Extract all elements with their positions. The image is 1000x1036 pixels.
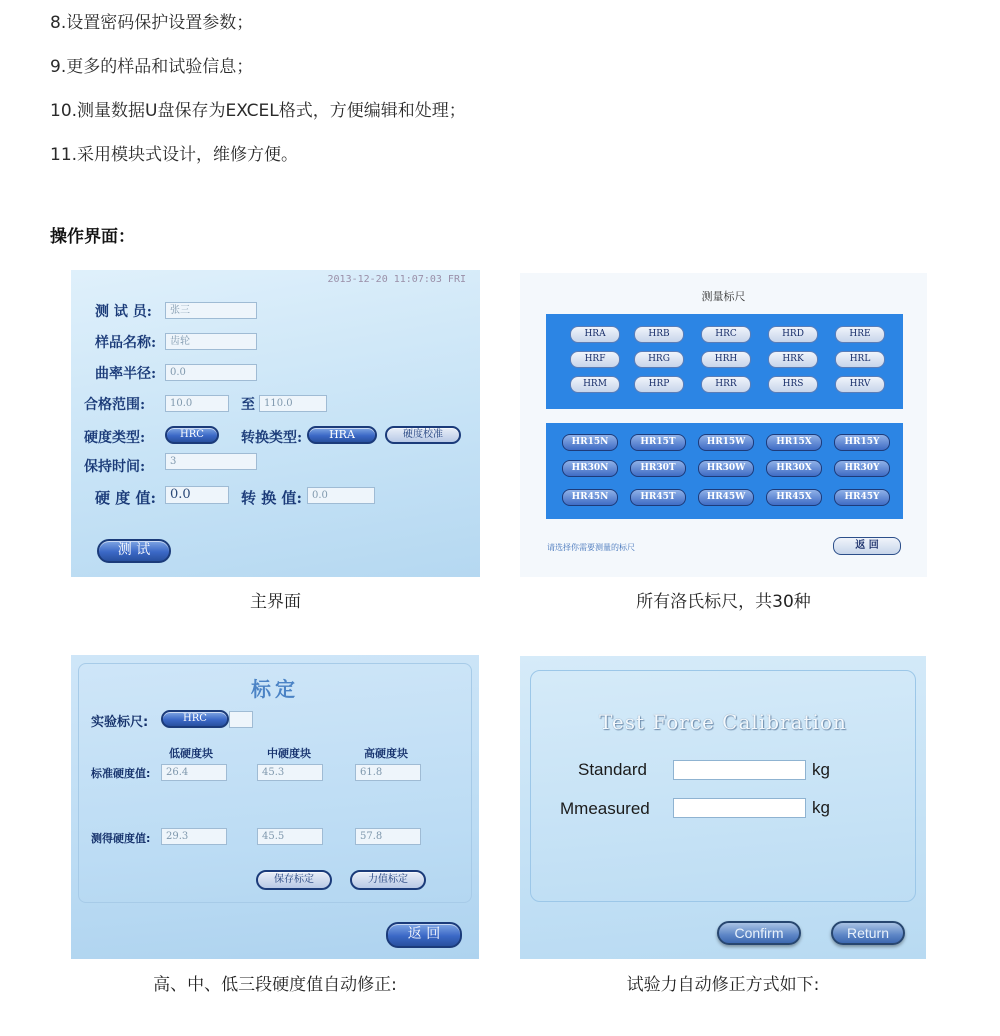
measured-unit-label: kg (812, 798, 830, 817)
scale-hrm-button[interactable]: HRM (570, 376, 620, 393)
scale-hrp-button[interactable]: HRP (634, 376, 684, 393)
feature-line-9: 9.更多的样品和试验信息； (50, 57, 254, 77)
scale-hrg-button[interactable]: HRG (634, 351, 684, 368)
caption-scales: 所有洛氏标尺，共30种 (636, 592, 811, 612)
hold-time-label: 保持时间: (84, 459, 146, 475)
scale-hr45n-button[interactable]: HR45N (562, 489, 618, 506)
scale-hre-button[interactable]: HRE (835, 326, 885, 343)
range-high-field[interactable]: 110.0 (259, 395, 327, 412)
pass-range-label: 合格范围: (84, 397, 146, 413)
caption-main: 主界面 (250, 592, 301, 612)
calibration-screenshot (71, 655, 479, 959)
standard-hardness-label: 标准硬度值: (91, 767, 151, 780)
convert-type-label: 转换类型: (241, 430, 303, 446)
scale-hrl-button[interactable]: HRL (835, 351, 885, 368)
scale-selection-screenshot (520, 273, 927, 577)
hardness-value-field: 0.0 (165, 486, 229, 504)
return-button[interactable]: Return (831, 921, 905, 945)
scale-hr30w-button[interactable]: HR30W (698, 460, 754, 477)
scale-hrc-button[interactable]: HRC (701, 326, 751, 343)
hardness-type-button[interactable]: HRC (165, 426, 219, 444)
scale-hr15w-button[interactable]: HR15W (698, 434, 754, 451)
test-scale-button[interactable]: HRC (161, 710, 229, 728)
main-interface-screenshot (71, 270, 480, 577)
scale-hrb-button[interactable]: HRB (634, 326, 684, 343)
test-button[interactable]: 测 试 (97, 539, 171, 563)
force-title: Test Force Calibration (599, 710, 847, 734)
scale-hrk-button[interactable]: HRK (768, 351, 818, 368)
test-scale-spacer-field (229, 711, 253, 728)
scale-hr30x-button[interactable]: HR30X (766, 460, 822, 477)
scale-hr15t-button[interactable]: HR15T (630, 434, 686, 451)
hardness-value-label: 硬 度 值: (95, 489, 156, 507)
standard-low-field[interactable]: 26.4 (161, 764, 227, 781)
scale-hra-button[interactable]: HRA (570, 326, 620, 343)
measured-hardness-label: 测得硬度值: (91, 832, 151, 845)
force-calibration-button[interactable]: 力值标定 (350, 870, 426, 890)
scale-screen-title: 测量标尺 (701, 290, 746, 303)
measured-force-label: Mmeasured (560, 799, 650, 818)
hold-time-field[interactable]: 3 (165, 453, 257, 470)
convert-type-button[interactable]: HRA (307, 426, 377, 444)
scale-hr15x-button[interactable]: HR15X (766, 434, 822, 451)
standard-force-input[interactable] (673, 760, 806, 780)
radius-label: 曲率半径: (95, 366, 157, 382)
scale-hr30y-button[interactable]: HR30Y (834, 460, 890, 477)
save-calibration-button[interactable]: 保存标定 (256, 870, 332, 890)
scale-hr45x-button[interactable]: HR45X (766, 489, 822, 506)
operator-label: 测 试 员: (95, 304, 152, 320)
scale-hr45y-button[interactable]: HR45Y (834, 489, 890, 506)
measured-mid-field[interactable]: 45.5 (257, 828, 323, 845)
range-low-field[interactable]: 10.0 (165, 395, 229, 412)
operator-field[interactable]: 张三 (165, 302, 257, 319)
measured-force-input[interactable] (673, 798, 806, 818)
scale-hrv-button[interactable]: HRV (835, 376, 885, 393)
scale-hr15n-button[interactable]: HR15N (562, 434, 618, 451)
scale-hr30t-button[interactable]: HR30T (630, 460, 686, 477)
col-mid-header: 中硬度块 (267, 747, 311, 760)
range-to-label: 至 (241, 397, 255, 413)
standard-high-field[interactable]: 61.8 (355, 764, 421, 781)
convert-value-field: 0.0 (307, 487, 375, 504)
scale-hrh-button[interactable]: HRH (701, 351, 751, 368)
sample-name-field[interactable]: 齿轮 (165, 333, 257, 350)
standard-mid-field[interactable]: 45.3 (257, 764, 323, 781)
scale-hr45w-button[interactable]: HR45W (698, 489, 754, 506)
feature-line-8: 8.设置密码保护设置参数； (50, 13, 254, 33)
scale-hint: 请选择你需要测量的标尺 (547, 543, 635, 552)
scale-hrr-button[interactable]: HRR (701, 376, 751, 393)
convert-value-label: 转 换 值: (241, 489, 302, 507)
standard-unit-label: kg (812, 760, 830, 779)
scale-hr30n-button[interactable]: HR30N (562, 460, 618, 477)
scale-hr45t-button[interactable]: HR45T (630, 489, 686, 506)
measured-high-field[interactable]: 57.8 (355, 828, 421, 845)
hardness-type-label: 硬度类型: (84, 430, 146, 446)
scale-back-button[interactable]: 返 回 (833, 537, 901, 555)
confirm-button[interactable]: Confirm (717, 921, 801, 945)
col-high-header: 高硬度块 (364, 747, 408, 760)
scale-hrf-button[interactable]: HRF (570, 351, 620, 368)
feature-line-10: 10.测量数据U盘保存为EXCEL格式，方便编辑和处理； (50, 101, 466, 121)
calibration-back-button[interactable]: 返 回 (386, 922, 462, 948)
scale-hr15y-button[interactable]: HR15Y (834, 434, 890, 451)
calibration-title: 标定 (251, 677, 299, 701)
standard-force-label: Standard (578, 760, 647, 779)
datetime-readout: 2013-12-20 11:07:03 FRI (327, 274, 466, 285)
scale-hrd-button[interactable]: HRD (768, 326, 818, 343)
hardness-calibration-button[interactable]: 硬度校准 (385, 426, 461, 444)
force-calibration-screenshot (520, 656, 926, 959)
test-scale-label: 实验标尺: (91, 715, 149, 730)
measured-low-field[interactable]: 29.3 (161, 828, 227, 845)
section-heading: 操作界面： (50, 227, 135, 247)
col-low-header: 低硬度块 (169, 747, 213, 760)
superficial-scales-panel (546, 423, 903, 519)
standard-scales-panel (546, 314, 903, 409)
caption-force: 试验力自动修正方式如下: (626, 975, 820, 995)
feature-line-11: 11.采用模块式设计，维修方便。 (50, 145, 299, 165)
radius-field[interactable]: 0.0 (165, 364, 257, 381)
sample-name-label: 样品名称: (95, 335, 157, 351)
force-frame (530, 670, 916, 902)
scale-hrs-button[interactable]: HRS (768, 376, 818, 393)
caption-calibration: 高、中、低三段硬度值自动修正: (153, 975, 397, 995)
